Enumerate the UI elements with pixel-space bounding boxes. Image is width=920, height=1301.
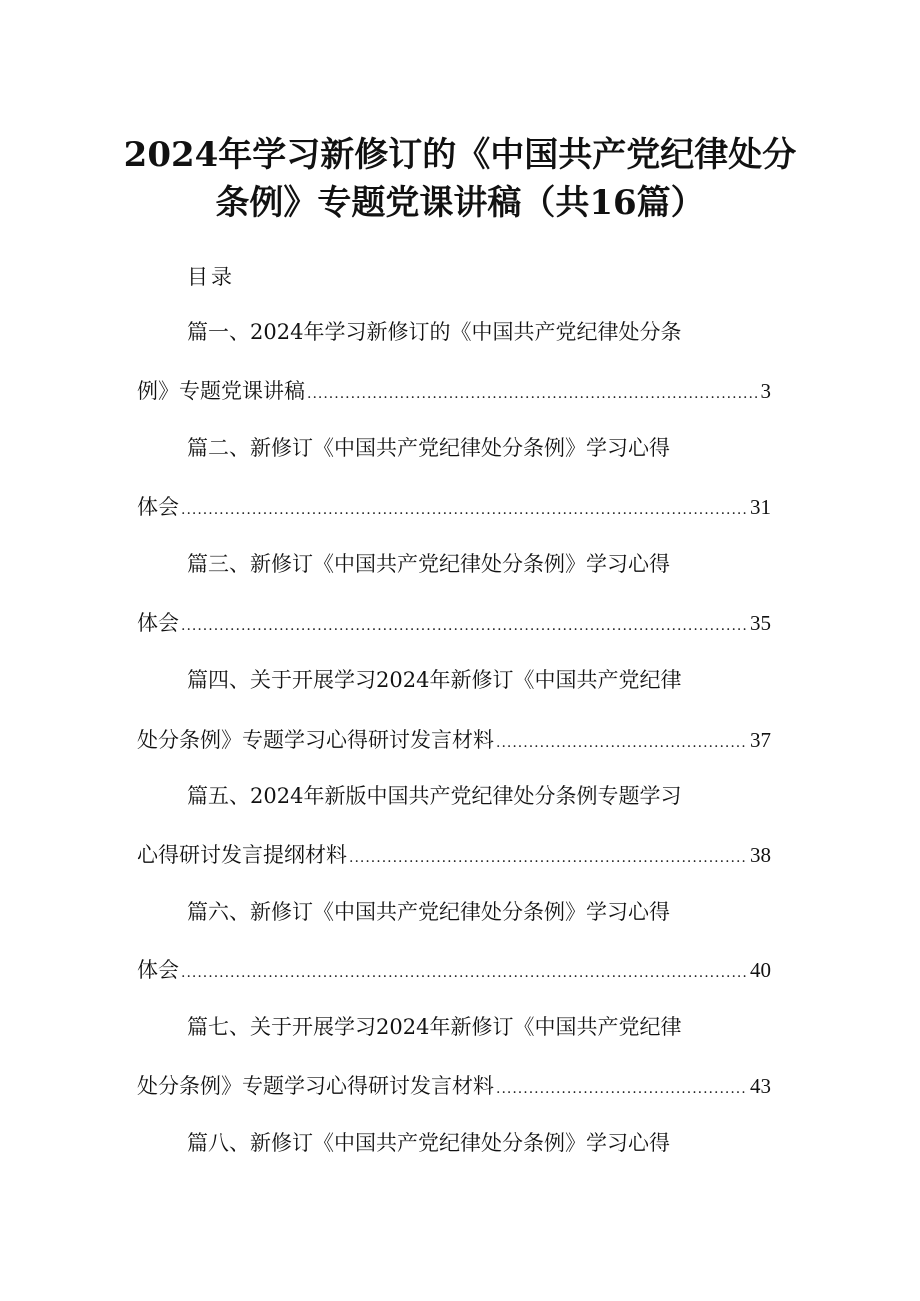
dot-leader: [496, 1074, 748, 1104]
toc-entry-text: 处分条例》专题学习心得研讨发言材料: [137, 1074, 494, 1098]
toc-page-number: 40: [750, 958, 771, 982]
dot-leader: [181, 958, 748, 988]
toc-entry-5-line-2[interactable]: [137, 840, 771, 873]
toc-entry-6-line-2[interactable]: [137, 955, 771, 988]
toc-entry-4-line-2[interactable]: [137, 725, 771, 758]
toc-entry-text: 例》专题党课讲稿: [137, 379, 305, 403]
toc-page-number: 3: [760, 379, 771, 403]
toc-entry-text: 心得研讨发言提纲材料: [137, 843, 347, 867]
toc-entry-2-line-1[interactable]: 篇二、新修订《中国共产党纪律处分条例》学习心得: [187, 436, 670, 460]
dot-leader: [349, 843, 748, 873]
toc-page-number: 31: [750, 495, 771, 519]
document-title-line-1: 2024年学习新修订的《中国共产党纪律处分: [123, 135, 797, 175]
dot-leader: [181, 611, 748, 641]
toc-entry-text: 体会: [137, 495, 179, 519]
toc-entry-7-line-2[interactable]: [137, 1071, 771, 1104]
toc-page-number: 43: [750, 1074, 771, 1098]
toc-entry-2-line-2[interactable]: [137, 492, 771, 525]
toc-entry-1-line-1[interactable]: 篇一、2024年学习新修订的《中国共产党纪律处分条: [187, 320, 682, 344]
toc-page-number: 35: [750, 611, 771, 635]
toc-entry-5-line-1[interactable]: 篇五、2024年新版中国共产党纪律处分条例专题学习: [187, 784, 682, 808]
toc-page-number: 38: [750, 843, 771, 867]
document-title-line-2: 条例》专题党课讲稿（共16篇）: [215, 183, 705, 223]
dot-leader: [181, 495, 748, 525]
dot-leader: [307, 379, 759, 409]
toc-entry-text: 体会: [137, 958, 179, 982]
toc-page-number: 37: [750, 728, 771, 752]
toc-entry-3-line-1[interactable]: 篇三、新修订《中国共产党纪律处分条例》学习心得: [187, 552, 670, 576]
toc-entry-3-line-2[interactable]: [137, 608, 771, 641]
toc-entry-4-line-1[interactable]: 篇四、关于开展学习2024年新修订《中国共产党纪律: [187, 668, 682, 692]
toc-entry-7-line-1[interactable]: 篇七、关于开展学习2024年新修订《中国共产党纪律: [187, 1015, 682, 1039]
toc-entry-6-line-1[interactable]: 篇六、新修订《中国共产党纪律处分条例》学习心得: [187, 900, 670, 924]
toc-entry-text: 体会: [137, 611, 179, 635]
toc-entry-1-line-2[interactable]: [137, 376, 771, 409]
toc-entry-text: 处分条例》专题学习心得研讨发言材料: [137, 728, 494, 752]
dot-leader: [496, 728, 748, 758]
toc-heading: 目录: [187, 265, 235, 289]
toc-entry-8-line-1[interactable]: 篇八、新修订《中国共产党纪律处分条例》学习心得: [187, 1131, 670, 1155]
